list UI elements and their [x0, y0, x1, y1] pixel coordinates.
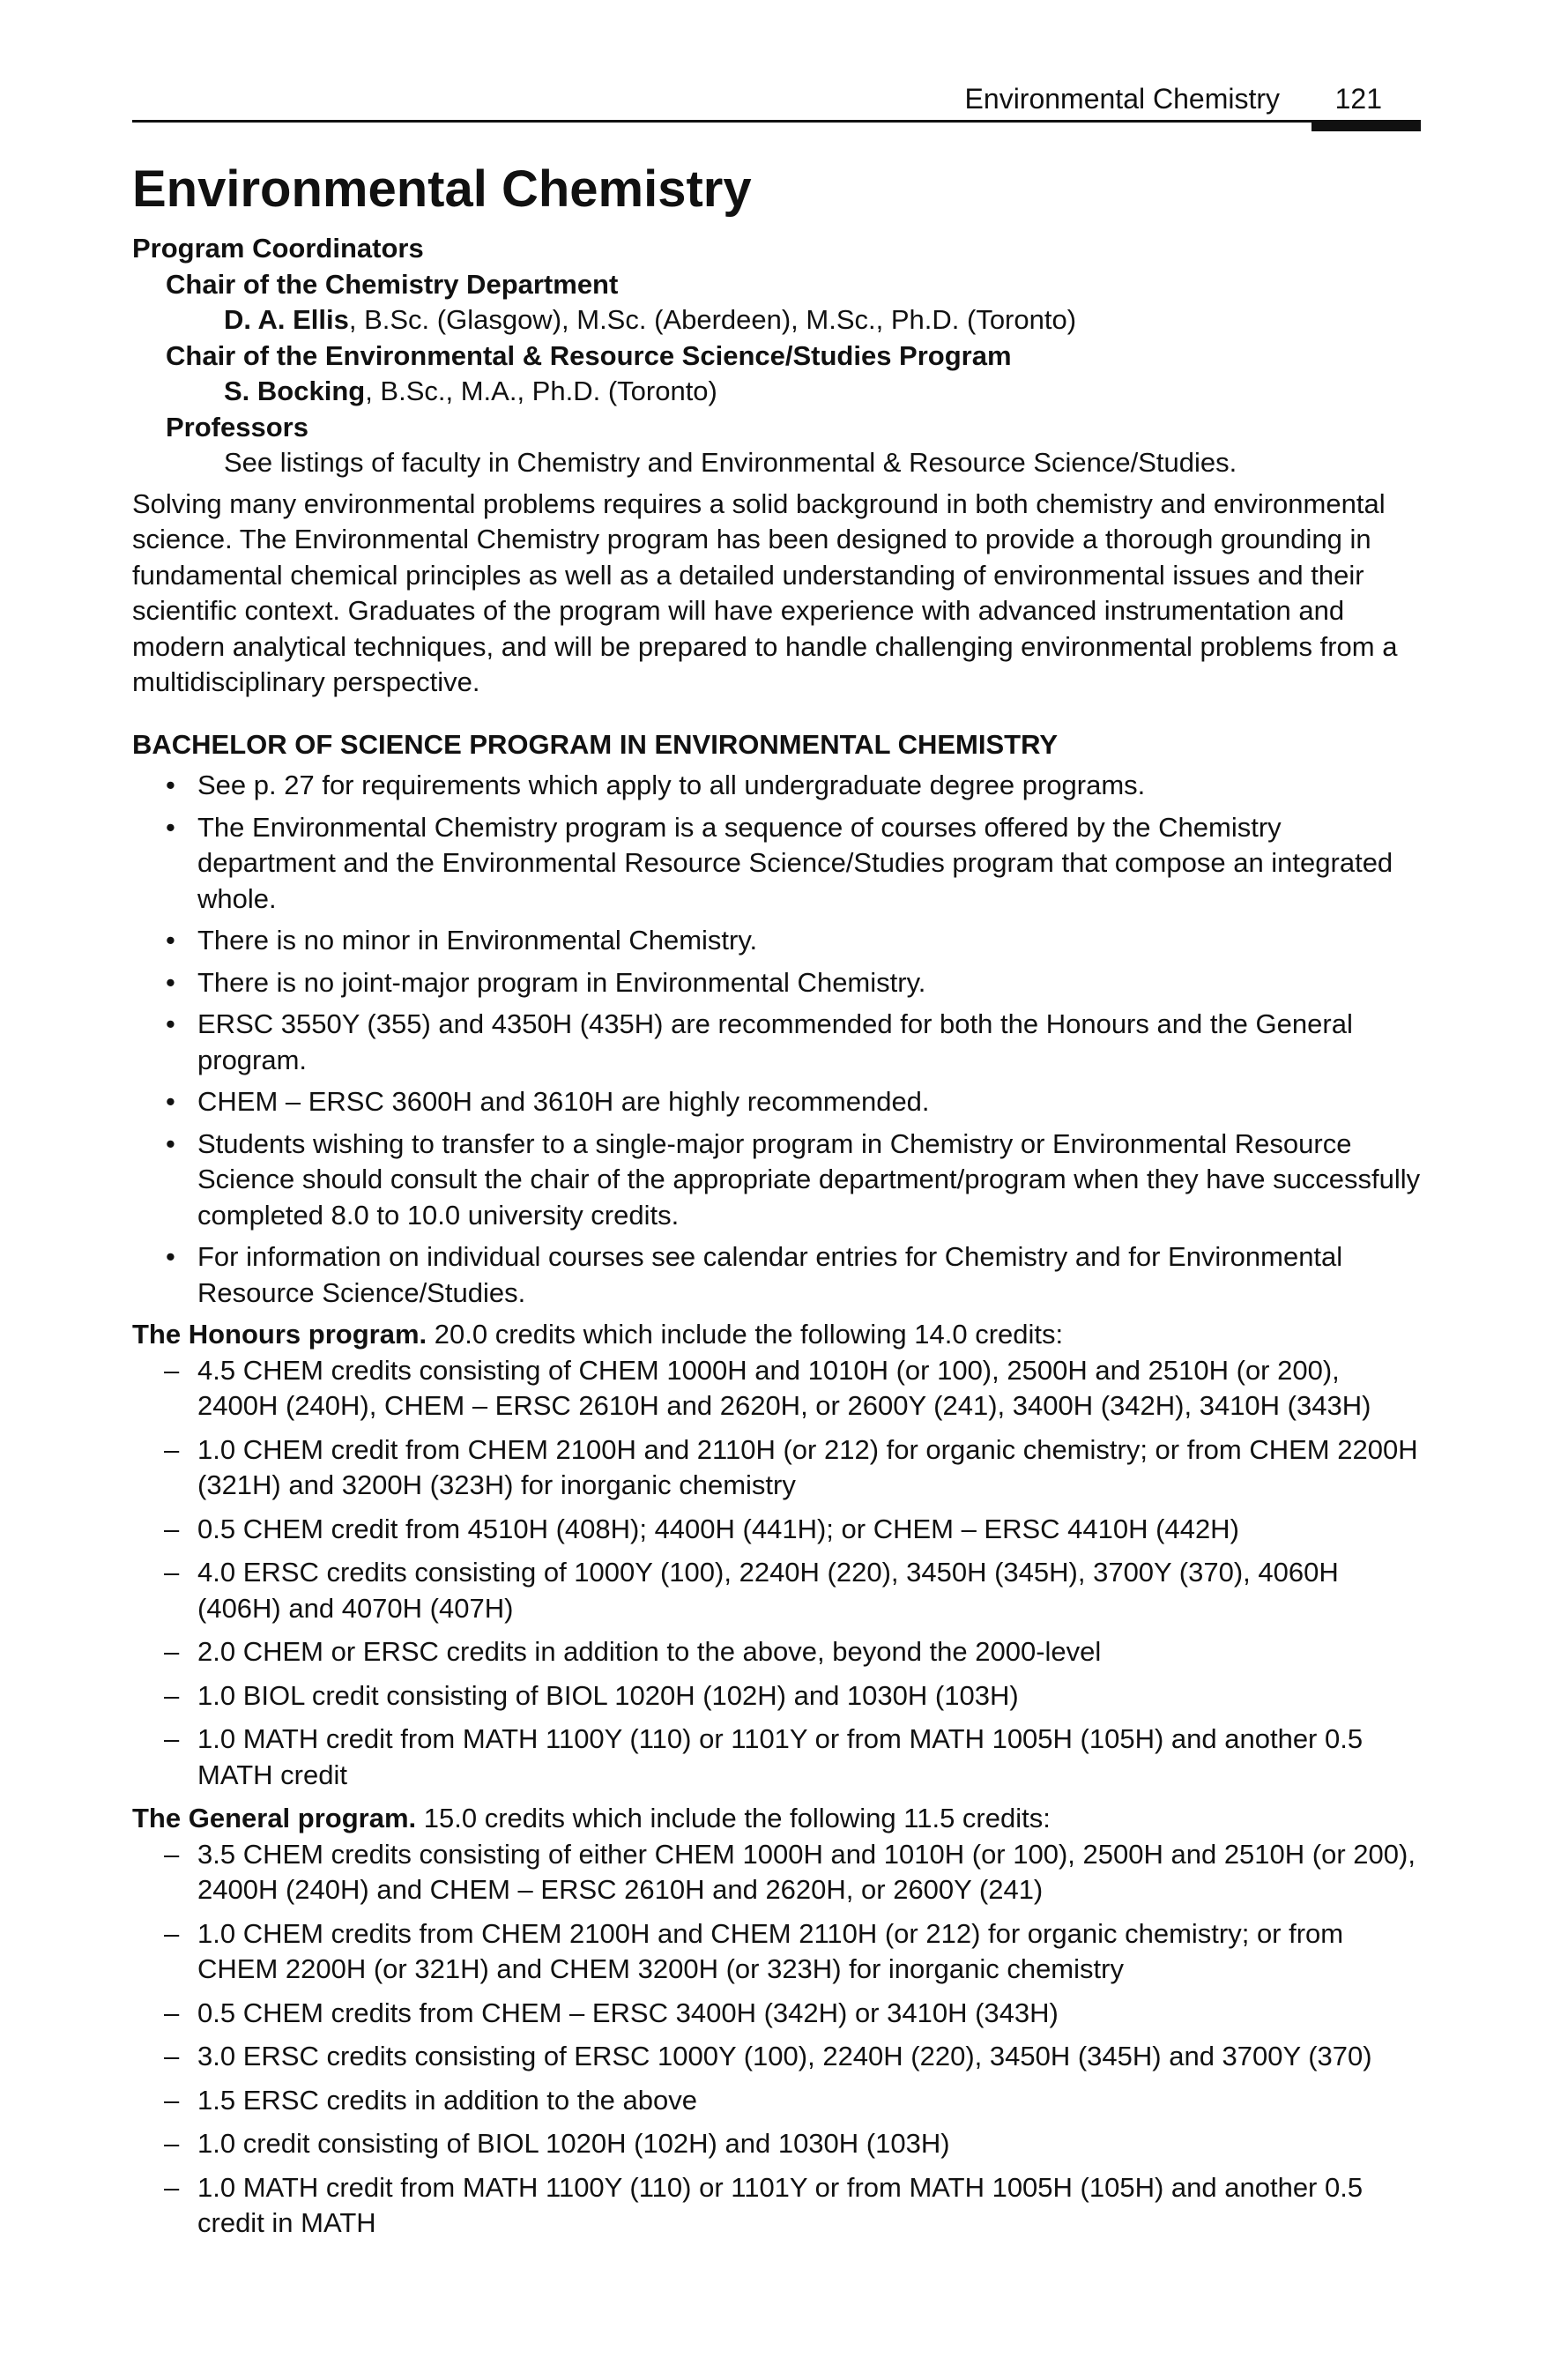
chem-chair-degrees: , B.Sc. (Glasgow), M.Sc. (Aberdeen), M.Sc., Ph.D. (Toronto)	[348, 304, 1077, 335]
requirement-item: – 1.5 ERSC credits in addition to the above	[132, 2083, 1421, 2119]
intro-paragraph: Solving many environmental problems requires a solid background in both chemistry and environmental science. The Environmental Chemistry program has been designed to provide a thorough grounding in fundamental chemical principles as well as a detailed understanding of environmental issues and their scientific context. Graduates of the program will have experience with advanced instrumentation and modern analytical techniques, and will be prepared to handle challenging environmental problems from a multidisciplinary perspective.	[132, 487, 1398, 697]
chem-chair-title: Chair of the Chemistry Department	[166, 268, 619, 300]
bullet-item: • Students wishing to transfer to a single-major program in Chemistry or Environmental Resource Science should consult the chair of the appropriate department/program when they have successfully completed 8.0 to 10.0 university credits.	[132, 1127, 1421, 1234]
running-header	[132, 81, 1421, 136]
bullet-item: • There is no minor in Environmental Chemistry.	[132, 923, 1421, 959]
ers-chair-entry	[132, 374, 1421, 410]
page-title: Environmental Chemistry	[132, 160, 752, 218]
bullet-item: • For information on individual courses see calendar entries for Chemistry and for Environmental Resource Science/Studies.	[132, 1239, 1421, 1311]
page-content	[132, 231, 1421, 2250]
bullet-item: • CHEM – ERSC 3600H and 3610H are highly recommended.	[132, 1084, 1421, 1120]
chem-chair-entry	[132, 302, 1421, 338]
requirement-item: – 2.0 CHEM or ERSC credits in addition to the above, beyond the 2000-level	[132, 1634, 1421, 1670]
running-title: Environmental Chemistry	[964, 83, 1280, 115]
requirement-item: – 1.0 CHEM credits from CHEM 2100H and CHEM 2110H (or 212) for organic chemistry; or from CHEM 2200H (or 321H) and CHEM 3200H (or 323H) for inorganic chemistry	[132, 1916, 1421, 1988]
honours-label: The Honours program.	[132, 1319, 427, 1350]
header-thumb-tab	[1312, 123, 1421, 131]
ers-chair-degrees: , B.Sc., M.A., Ph.D. (Toronto)	[365, 376, 717, 406]
honours-heading	[132, 1317, 1421, 1353]
general-label: The General program.	[132, 1803, 417, 1833]
professors-heading: Professors	[166, 411, 308, 443]
bsc-bullet-list	[132, 768, 1421, 1311]
coordinators-heading: Program Coordinators	[132, 233, 424, 264]
requirement-item: – 0.5 CHEM credits from CHEM – ERSC 3400H (342H) or 3410H (343H)	[132, 1996, 1421, 2032]
general-heading	[132, 1801, 1421, 1837]
requirement-item: – 0.5 CHEM credit from 4510H (408H); 4400H (441H); or CHEM – ERSC 4410H (442H)	[132, 1512, 1421, 1548]
bullet-item: • There is no joint-major program in Environmental Chemistry.	[132, 965, 1421, 1001]
requirement-item: – 1.0 MATH credit from MATH 1100Y (110) or 1101Y or from MATH 1005H (105H) and another 0.5 MATH credit	[132, 1722, 1421, 1793]
general-requirements	[132, 1837, 1421, 2242]
requirement-item: – 1.0 CHEM credit from CHEM 2100H and 2110H (or 212) for organic chemistry; or from CHEM 2200H (321H) and 3200H (323H) for inorganic chemistry	[132, 1432, 1421, 1504]
honours-summary: 20.0 credits which include the following 14.0 credits:	[427, 1319, 1064, 1350]
chem-chair-name: D. A. Ellis	[224, 304, 349, 335]
bullet-item: • The Environmental Chemistry program is a sequence of courses offered by the Chemistry department and the Environmental Resource Science/Studies program that compose an integrated whole.	[132, 810, 1421, 918]
requirement-item: – 4.5 CHEM credits consisting of CHEM 1000H and 1010H (or 100), 2500H and 2510H (or 200), 2400H (240H), CHEM – ERSC 2610H and 2620H, or 2600Y (241), 3400H (342H), 3410H (343H)	[132, 1353, 1421, 1424]
header-rule	[132, 120, 1421, 123]
honours-requirements	[132, 1353, 1421, 1794]
bullet-item: • ERSC 3550Y (355) and 4350H (435H) are recommended for both the Honours and the General program.	[132, 1007, 1421, 1078]
requirement-item: – 3.0 ERSC credits consisting of ERSC 1000Y (100), 2240H (220), 3450H (345H) and 3700Y (370)	[132, 2039, 1421, 2075]
ers-chair-title: Chair of the Environmental & Resource Science/Studies Program	[166, 339, 1012, 371]
general-summary: 15.0 credits which include the following 11.5 credits:	[416, 1803, 1051, 1833]
requirement-item: – 1.0 MATH credit from MATH 1100Y (110) or 1101Y or from MATH 1005H (105H) and another 0.5 credit in MATH	[132, 2170, 1421, 2242]
bullet-item: • See p. 27 for requirements which apply to all undergraduate degree programs.	[132, 768, 1421, 804]
bsc-heading: BACHELOR OF SCIENCE PROGRAM IN ENVIRONMENTAL CHEMISTRY	[132, 728, 1059, 760]
requirement-item: – 4.0 ERSC credits consisting of 1000Y (100), 2240H (220), 3450H (345H), 3700Y (370), 4060H (406H) and 4070H (407H)	[132, 1555, 1421, 1626]
requirement-item: – 1.0 credit consisting of BIOL 1020H (102H) and 1030H (103H)	[132, 2126, 1421, 2162]
page-number: 121	[1334, 83, 1382, 115]
professors-text: See listings of faculty in Chemistry and Environmental & Resource Science/Studies.	[224, 447, 1237, 478]
ers-chair-name: S. Bocking	[224, 376, 366, 406]
requirement-item: – 3.5 CHEM credits consisting of either CHEM 1000H and 1010H (or 100), 2500H and 2510H (or 200), 2400H (240H) and CHEM – ERSC 2610H and 2620H, or 2600Y (241)	[132, 1837, 1421, 1908]
requirement-item: – 1.0 BIOL credit consisting of BIOL 1020H (102H) and 1030H (103H)	[132, 1678, 1421, 1714]
